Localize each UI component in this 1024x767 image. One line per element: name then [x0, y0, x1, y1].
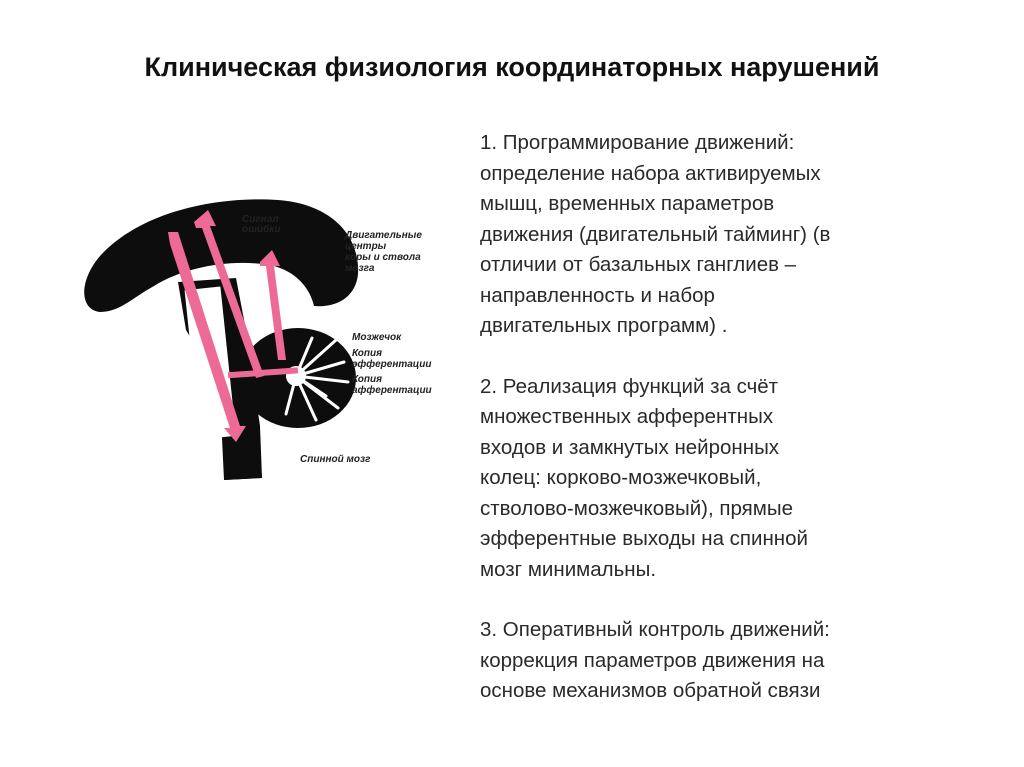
- label-spinal-cord: Спинной мозг: [300, 454, 371, 465]
- cerebellum: [240, 328, 356, 428]
- label-efference-copy: Копия эфферентации: [352, 348, 432, 370]
- label-motor-centers: Двигательные центры коры и ствола мозга: [345, 230, 422, 274]
- page-title: Клиническая физиология координаторных нарушений: [144, 52, 880, 82]
- paragraph-programming: 1. Программирование движений: определение набора активируемых мышц, временных параметров движения (двигательный тайминг) (в отличии от базальных ганглиев – направленность и набор двигательных программ) .: [480, 131, 831, 337]
- brain-cerebellum-diagram: [60, 170, 460, 500]
- diagram-svg: [60, 170, 460, 500]
- body-text: [480, 128, 1000, 737]
- spinal-cord-base: [224, 434, 262, 480]
- paragraph-implementation: 2. Реализация функций за счёт множественных афферентных входов и замкнутых нейронных колец: корково-мозжечковый, стволово-мозжечковый), прямые эфферентные выходы на спинной мозг минимальны.: [480, 374, 808, 581]
- label-error-signal: Сигнал ошибки: [242, 214, 281, 235]
- paragraph-control: 3. Оперативный контроль движений: коррекция параметров движения на основе механизмов обратной связи: [480, 618, 830, 702]
- label-cerebellum: Мозжечок: [352, 332, 402, 343]
- label-afference-copy: Копия афферентации: [352, 374, 432, 396]
